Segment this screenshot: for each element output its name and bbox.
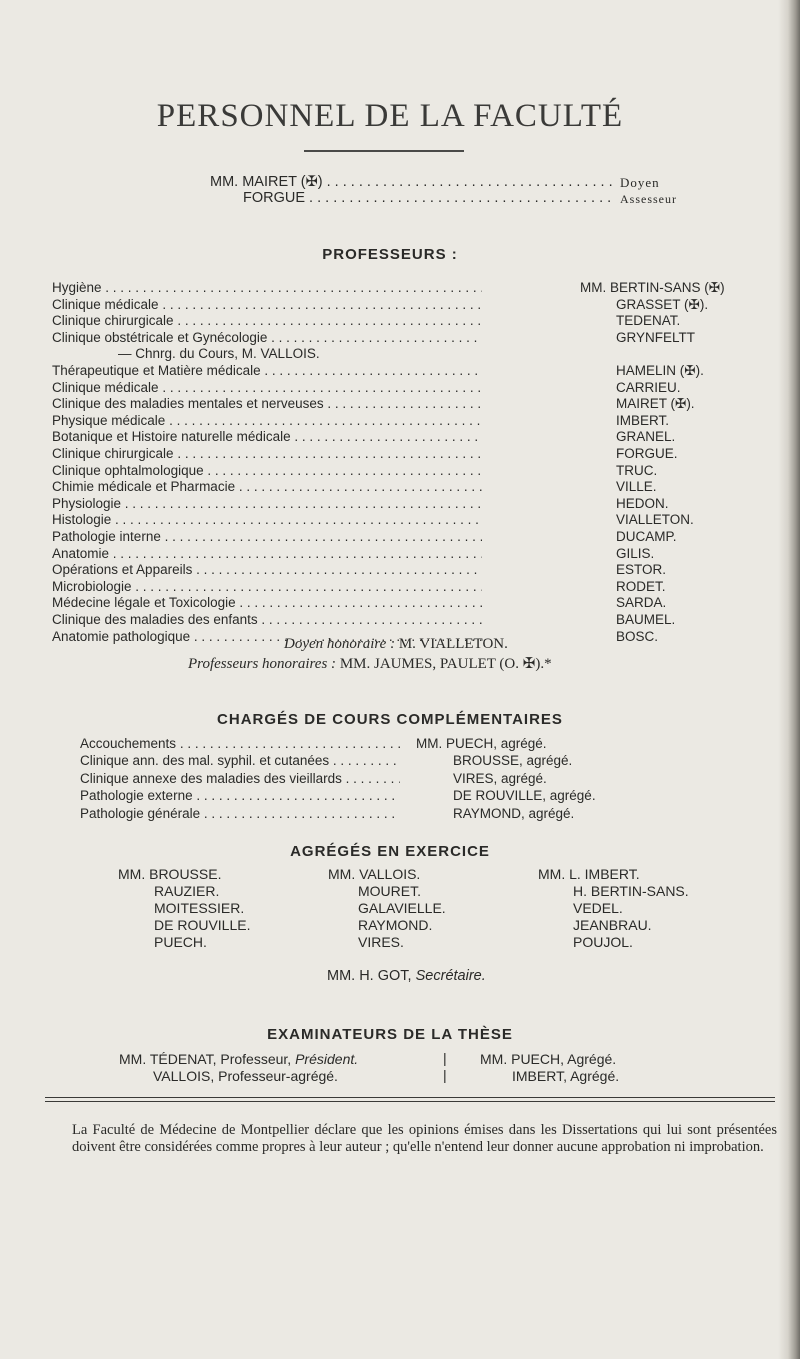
agrege-name: MM. VALLOIS.: [328, 866, 421, 882]
page-title: PERSONNEL DE LA FACULTÉ: [156, 98, 624, 134]
agreges-column-3: [538, 866, 689, 951]
course-lecturer: DE ROUVILLE, agrégé.: [453, 788, 596, 804]
secretary: [327, 968, 486, 984]
course-subject: Pathologie générale . . .: [80, 806, 400, 821]
agrege-name: MM. BROUSSE.: [118, 866, 222, 882]
honorary-professors: [188, 654, 552, 673]
course-lecturer: BROUSSE, agrégé.: [453, 753, 573, 769]
examiner-4: IMBERT, Agrégé.: [512, 1068, 620, 1084]
professors-heading: PROFESSEURS :: [322, 246, 458, 263]
professor-subject: Physique médicale . . .: [52, 413, 482, 428]
professor-subject: Histologie . . .: [52, 512, 482, 527]
professor-subject: Thérapeutique et Matière médicale . . .: [52, 363, 482, 378]
professor-subject: Hygiène . . .: [52, 280, 482, 295]
professor-subject: Anatomie . . .: [52, 546, 482, 561]
honorary-professors-names: MM. JAUMES, PAULET (O. ✠).*: [339, 656, 552, 672]
professor-subject: Clinique obstétricale et Gynécologie . . .: [52, 330, 482, 345]
agrege-name: RAYMOND.: [358, 917, 433, 933]
professor-subject: Physiologie . . .: [52, 496, 482, 511]
professor-subject: Clinique des maladies mentales et nerveuses . . .: [52, 396, 482, 411]
professor-name: FORGUE.: [616, 446, 678, 461]
agrege-name: POUJOL.: [573, 934, 633, 950]
professor-name: TRUC.: [616, 462, 658, 478]
examiner-2: VALLOIS, Professeur-agrégé.: [153, 1068, 338, 1084]
agrege-name: RAUZIER.: [154, 883, 220, 899]
agrege-name: DE ROUVILLE.: [154, 917, 251, 933]
divider-rule-2: [45, 1101, 775, 1102]
professor-name: MAIRET (✠).: [616, 396, 695, 412]
professor-name: SARDA.: [616, 595, 667, 611]
complementary-heading: CHARGÉS DE COURS COMPLÉMENTAIRES: [217, 711, 563, 728]
professor-subject: Opérations et Appareils . . .: [52, 562, 482, 577]
dean-name: MM. MAIRET (✠) . . .: [210, 174, 615, 190]
examiner-president: [119, 1051, 358, 1067]
professor-subject: Clinique chirurgicale . . .: [52, 313, 482, 328]
divider-rule-1: [45, 1097, 775, 1098]
course-subject: Clinique annexe des maladies des vieillards . . .: [80, 771, 400, 786]
professor-subject: Clinique médicale . . .: [52, 297, 482, 312]
professor-name: GRYNFELTT: [616, 329, 696, 345]
honorary-dean: [284, 636, 508, 653]
examiner-president-name: MM. TÉDENAT, Professeur,: [119, 1051, 292, 1067]
professor-subject: Chimie médicale et Pharmacie . . .: [52, 479, 482, 494]
professor-name: HEDON.: [616, 495, 669, 511]
professor-subject: Microbiologie . . .: [52, 579, 482, 594]
professor-name: IMBERT.: [616, 412, 670, 428]
professor-name: GRASSET (✠).: [616, 296, 709, 312]
professor-name: HAMELIN (✠).: [616, 363, 704, 378]
course-lecturer: VIRES, agrégé.: [453, 770, 547, 786]
secretary-name: MM. H. GOT,: [327, 968, 412, 984]
examiner-3: MM. PUECH, Agrégé.: [480, 1051, 617, 1067]
disclaimer-text: La Faculté de Médecine de Montpellier déclare que les opinions émises dans les Dissertations qui lui sont présentées doivent être considérées comme propres à leur auteur ; qu'elle n'entend leur donner aucune approbation ni improbation.: [72, 1122, 777, 1155]
examiners-heading: EXAMINATEURS DE LA THÈSE: [267, 1026, 513, 1043]
agrege-name: VIRES.: [358, 934, 404, 950]
course-subject: Pathologie externe . . .: [80, 788, 400, 803]
professor-subject: — Chnrg. du Cours, M. VALLOIS.: [118, 346, 320, 362]
agrege-name: H. BERTIN-SANS.: [573, 883, 689, 899]
professor-name: DUCAMP.: [616, 529, 677, 544]
agrege-name: JEANBRAU.: [573, 917, 652, 933]
course-subject: Accouchements . . .: [80, 736, 400, 751]
honorary-professors-label: Professeurs honoraires :: [188, 656, 337, 672]
secretary-title: Secrétaire.: [415, 968, 486, 984]
title-ornament-rule: [304, 150, 464, 152]
dean-role: Doyen: [620, 175, 660, 190]
professor-name: BAUMEL.: [616, 612, 676, 627]
professor-name: VILLE.: [616, 479, 657, 495]
agrege-name: MM. L. IMBERT.: [538, 866, 640, 882]
agrege-name: MOITESSIER.: [154, 900, 245, 916]
professor-name: CARRIEU.: [616, 379, 681, 395]
honorary-dean-label: Doyen honoraire :: [284, 636, 396, 652]
professor-name: TEDENAT.: [616, 313, 681, 329]
professor-name: MM. BERTIN-SANS (✠): [580, 280, 725, 295]
professor-name: GILIS.: [616, 545, 655, 561]
professor-name: BOSC.: [616, 628, 659, 644]
professor-subject: Pathologie interne . . .: [52, 529, 482, 544]
professor-subject: Médecine légale et Toxicologie . . .: [52, 595, 482, 610]
professor-subject: Anatomie pathologique . . .: [52, 629, 482, 644]
agrege-name: GALAVIELLE.: [358, 900, 446, 916]
agrege-name: VEDEL.: [573, 900, 623, 916]
agreges-column-2: [328, 866, 446, 951]
professor-name: RODET.: [616, 578, 666, 594]
agrege-name: PUECH.: [154, 934, 207, 950]
agreges-column-1: [118, 866, 250, 951]
agreges-heading: AGRÉGÉS EN EXERCICE: [290, 843, 490, 860]
professor-subject: Clinique chirurgicale . . .: [52, 446, 482, 461]
assessor-role: Assesseur: [620, 192, 677, 206]
assessor-name: FORGUE . . .: [243, 190, 615, 206]
professor-subject: Clinique médicale . . .: [52, 380, 482, 395]
professor-name: GRANEL.: [616, 429, 676, 445]
professor-name: VIALLETON.: [616, 512, 694, 528]
course-subject: Clinique ann. des mal. syphil. et cutanées . . .: [80, 753, 400, 768]
examiner-divider-2: |: [443, 1067, 447, 1083]
honorary-dean-name: M. VIALLETON.: [398, 636, 508, 652]
professor-subject: Clinique des maladies des enfants . . .: [52, 612, 482, 627]
agrege-name: MOURET.: [358, 883, 421, 899]
examiner-president-role: Président.: [295, 1051, 359, 1067]
professor-name: ESTOR.: [616, 562, 667, 578]
professor-subject: Clinique ophtalmologique . . .: [52, 463, 482, 478]
professor-subject: Botanique et Histoire naturelle médicale . . .: [52, 429, 482, 444]
course-lecturer: MM. PUECH, agrégé.: [416, 736, 547, 751]
course-lecturer: RAYMOND, agrégé.: [453, 805, 575, 821]
examiner-divider-1: |: [443, 1050, 447, 1066]
